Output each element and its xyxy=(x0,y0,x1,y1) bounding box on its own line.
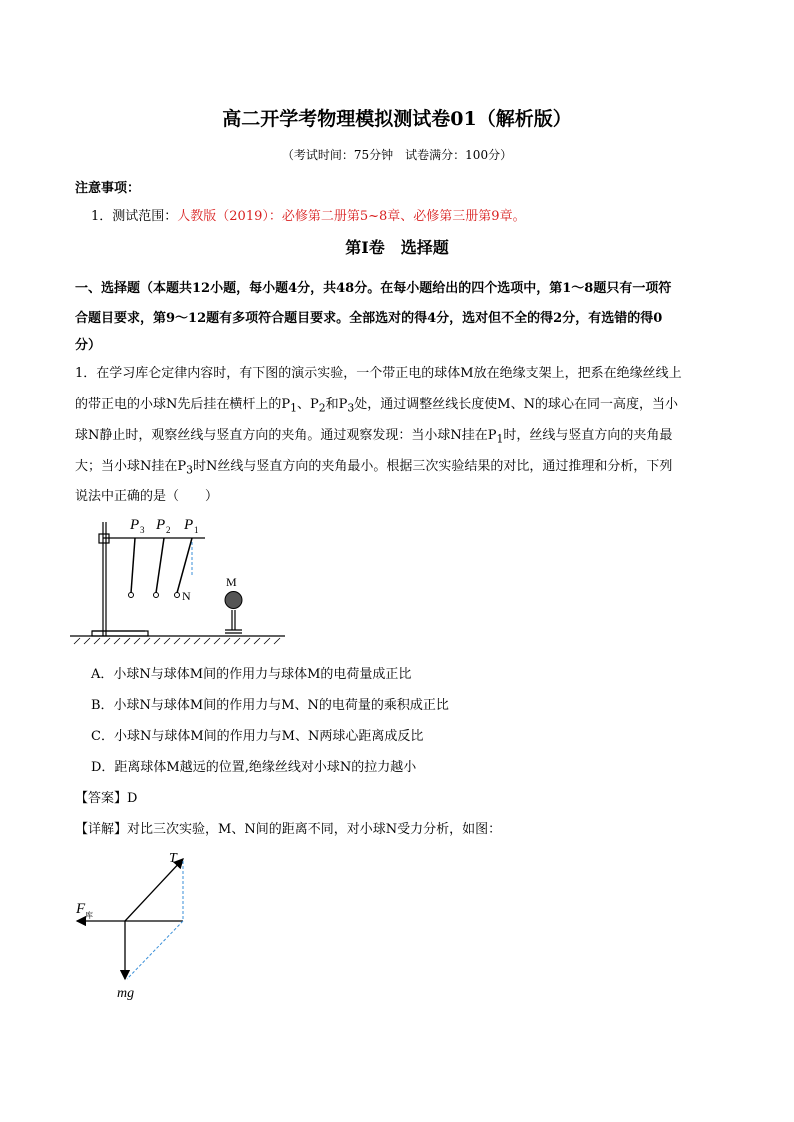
label-p1: P xyxy=(184,517,194,533)
label-f: F xyxy=(76,901,86,917)
question1-line4: 大；当小球N挂在$P_3$时N丝线与竖直方向的夹角最小。根据三次实验结果的对比，通过推理和分析，下列 xyxy=(75,459,673,477)
label-mg: mg xyxy=(117,986,135,1001)
answer-line xyxy=(75,787,137,806)
part1-instructions-line1: 一、选择题（本题共12小题，每小题4分，共48分。在每小题给出的四个选项中，第1～8题只有一项符 xyxy=(75,281,672,296)
scope-detail: 人教版（2019）：必修第二册第5~8章、必修第三册第9章。 xyxy=(177,209,526,224)
question1-line2: 的带正电的小球N先后挂在横杆上的$P_1$、$P_2$和$P_3$处，通过调整丝线长度使M、N的球心在同一高度，当小 xyxy=(75,397,678,415)
page-title: 高二开学考物理模拟测试卷01（解析版） xyxy=(222,108,572,130)
thread-p1 xyxy=(177,538,192,593)
detail-text: 对比三次实验，M、N间的距离不同，对小球N受力分析，如图： xyxy=(127,822,502,837)
label-sub1: 1 xyxy=(194,525,199,535)
option-c: C．小球N与球体M间的作用力与M、N两球心距离成反比 xyxy=(91,729,424,744)
label-m: M xyxy=(226,575,237,589)
question1-line3: 球N静止时，观察丝线与竖直方向的夹角。通过观察发现：当小球N挂在$P_1$时，丝线与竖直方向的夹角最 xyxy=(75,428,673,446)
label-f-sub: 库 xyxy=(85,911,93,920)
answer-value: D xyxy=(127,791,138,806)
force-diagram xyxy=(70,845,210,1005)
question1-line1: 1．在学习库仑定律内容时，有下图的演示实验，一个带正电的球体M放在绝缘支架上，把系在绝缘丝线上 xyxy=(75,366,682,381)
section-title: 第Ⅰ卷 选择题 xyxy=(345,238,449,257)
exam-info: （考试时间：75分钟 试卷满分：100分） xyxy=(281,148,513,162)
option-b: B．小球N与球体M间的作用力与M、N的电荷量的乘积成正比 xyxy=(91,698,449,713)
detail-line xyxy=(75,818,501,837)
detail-label: 【详解】 xyxy=(75,822,128,837)
part1-instructions-line3: 分） xyxy=(75,338,102,353)
scope-prefix: 1．测试范围： xyxy=(91,209,178,224)
option-d: D．距离球体M越远的位置,绝缘丝线对小球N的拉力越小 xyxy=(91,760,417,775)
label-n: N xyxy=(182,589,191,603)
answer-label: 【答案】 xyxy=(75,791,128,806)
label-sub2: 2 xyxy=(166,525,171,535)
label-t: T xyxy=(169,851,177,866)
part1-instructions-line2: 合题目要求，第9～12题有多项符合题目要求。全部选对的得4分，选对但不全的得2分，有选错的得0 xyxy=(75,311,663,326)
label-p2: P xyxy=(156,517,166,533)
tension-arrow xyxy=(125,859,183,921)
notice-heading: 注意事项： xyxy=(75,181,141,196)
thread-p3 xyxy=(131,538,135,593)
label-p3: P xyxy=(130,517,140,533)
label-sub3: 3 xyxy=(140,525,145,535)
scope-line xyxy=(91,205,526,224)
question1-line5: 说法中正确的是（ ） xyxy=(75,489,219,504)
experiment-figure xyxy=(70,508,295,650)
sphere-m xyxy=(225,592,242,609)
option-a: A．小球N与球体M间的作用力与球体M的电荷量成正比 xyxy=(91,667,412,682)
thread-p2 xyxy=(156,538,164,593)
